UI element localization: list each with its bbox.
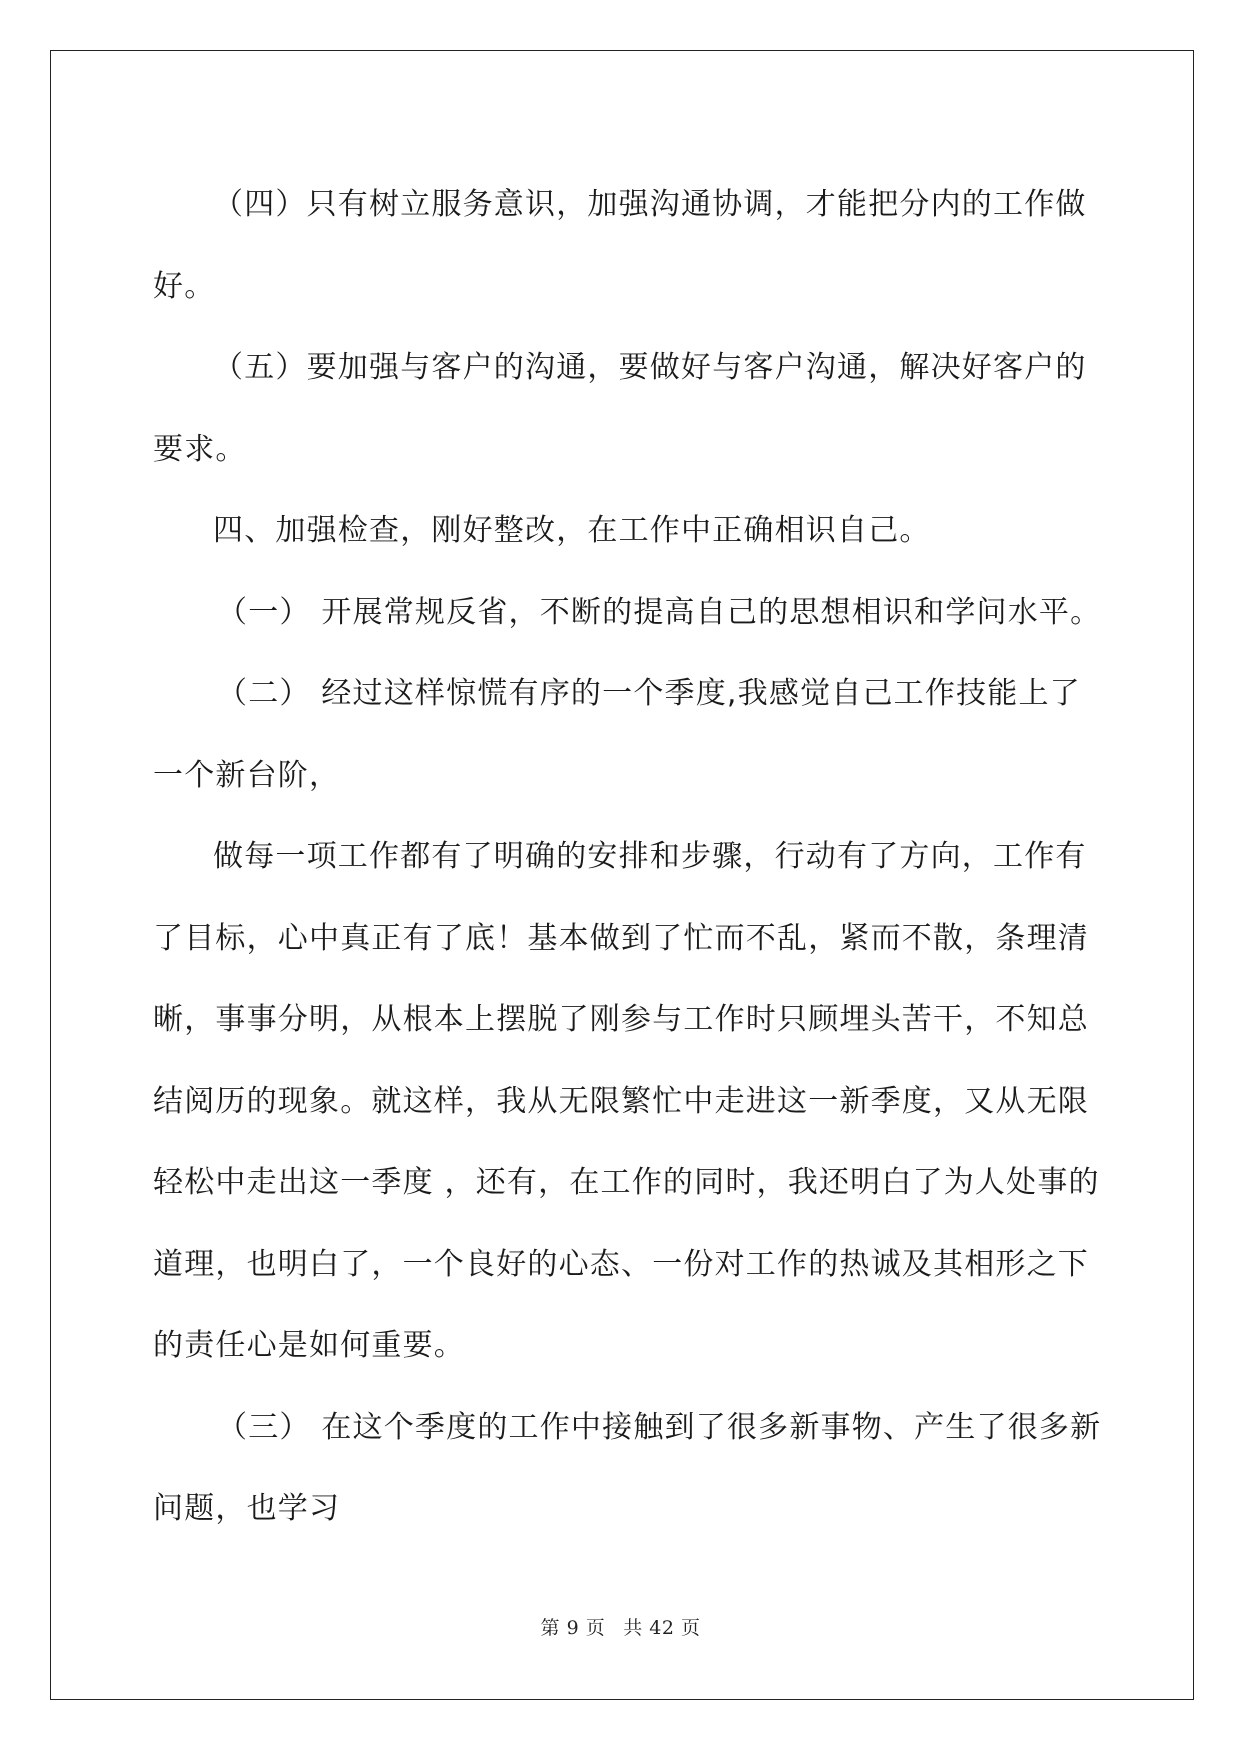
- paragraph-work-plan: 做每一项工作都有了明确的安排和步骤，行动有了方向，工作有了目标，心中真正有了底！基本做到了忙而不乱，紧而不散，条理清晰，事事分明，从根本上摆脱了刚参与工作时只顾埋头苦干，不知总结阅历的现象。就这样，我从无限繁忙中走进这一新季度，又从无限轻松中走出这一季度 ，还有，在工作的同时，我还明白了为人处事的道理，也明白了，一个良好的心态、一份对工作的热诚及其相形之下的责任心是如何重要。: [153, 839, 1100, 1363]
- page-number: 第 9 页: [540, 1617, 606, 1639]
- page-total: 共 42 页: [623, 1617, 701, 1639]
- page-footer: [0, 1613, 1241, 1640]
- paragraph-1-reflection: （一） 开展常规反省，不断的提高自己的思想相识和学问水平。: [217, 594, 1102, 630]
- paragraph-4-service: （四）只有树立服务意识，加强沟通协调，才能把分内的工作做好。: [153, 187, 1087, 304]
- paragraph-2-quarter: （二） 经过这样惊慌有序的一个季度,我感觉自己工作技能上了一个新台阶，: [153, 676, 1081, 793]
- paragraph-5-customer: （五）要加强与客户的沟通，要做好与客户沟通，解决好客户的要求。: [153, 350, 1087, 467]
- section-heading-inspection: 四、加强检查，刚好整改，在工作中正确相识自己。: [213, 513, 931, 548]
- document-body: [153, 164, 1103, 1550]
- paragraph-3-new-things: （三） 在这个季度的工作中接触到了很多新事物、产生了很多新问题，也学习: [153, 1409, 1102, 1526]
